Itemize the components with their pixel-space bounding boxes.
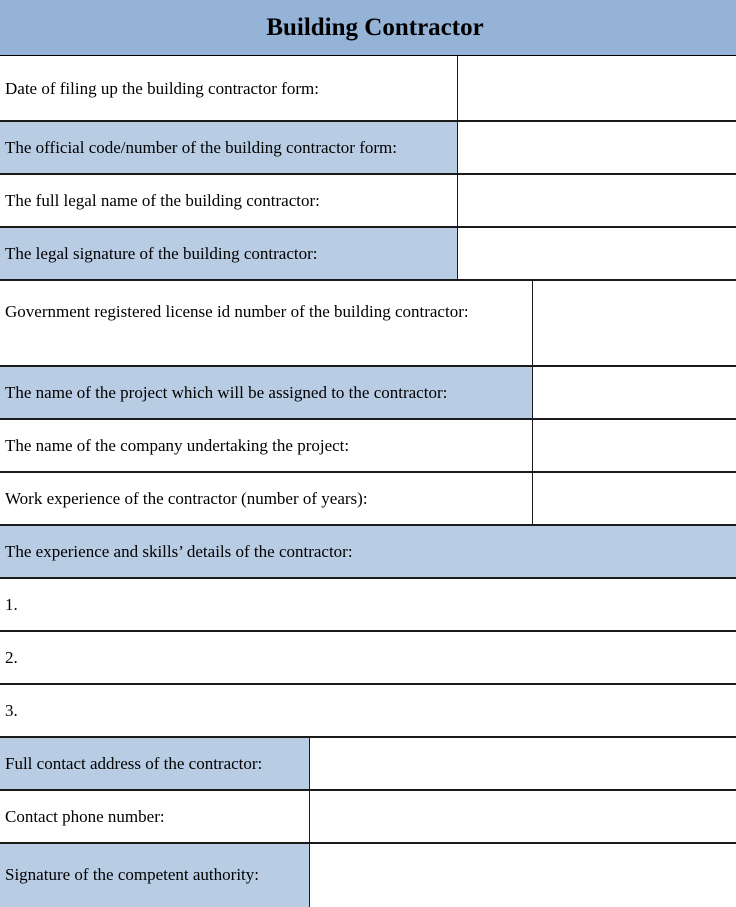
form-row-project-name (0, 367, 736, 420)
form-row-authority-signature (0, 844, 736, 907)
label-form-code: The official code/number of the building contractor form: (0, 122, 457, 173)
field-authority-signature[interactable] (309, 844, 736, 907)
form-title: Building Contractor (0, 0, 736, 56)
field-legal-signature[interactable] (457, 228, 736, 279)
form-row-form-code (0, 122, 736, 175)
label-license-id: Government registered license id number of the building contractor: (0, 281, 532, 365)
label-filing-date: Date of filing up the building contractor form: (0, 56, 457, 120)
label-work-experience: Work experience of the contractor (number of years): (0, 473, 532, 524)
label-skills-details: The experience and skills’ details of the contractor: (0, 526, 736, 577)
field-contact-phone[interactable] (309, 791, 736, 842)
form-row-legal-name (0, 175, 736, 228)
form-row-license-id (0, 281, 736, 367)
form-row-work-experience (0, 473, 736, 526)
label-skill-3: 3. (0, 685, 736, 736)
form-row-contact-address (0, 738, 736, 791)
field-work-experience[interactable] (532, 473, 736, 524)
form-row-company-name (0, 420, 736, 473)
form-row-skill-3[interactable] (0, 685, 736, 738)
field-company-name[interactable] (532, 420, 736, 471)
form-row-contact-phone (0, 791, 736, 844)
label-skill-1: 1. (0, 579, 736, 630)
field-license-id[interactable] (532, 281, 736, 365)
field-filing-date[interactable] (457, 56, 736, 120)
label-authority-signature: Signature of the competent authority: (0, 844, 309, 907)
label-contact-address: Full contact address of the contractor: (0, 738, 309, 789)
label-contact-phone: Contact phone number: (0, 791, 309, 842)
label-skill-2: 2. (0, 632, 736, 683)
form-row-skill-2[interactable] (0, 632, 736, 685)
field-form-code[interactable] (457, 122, 736, 173)
form-row-skills-header (0, 526, 736, 579)
field-project-name[interactable] (532, 367, 736, 418)
form-row-filing-date (0, 56, 736, 122)
form-row-legal-signature (0, 228, 736, 281)
label-company-name: The name of the company undertaking the project: (0, 420, 532, 471)
label-project-name: The name of the project which will be assigned to the contractor: (0, 367, 532, 418)
label-legal-signature: The legal signature of the building contractor: (0, 228, 457, 279)
form-row-skill-1[interactable] (0, 579, 736, 632)
field-legal-name[interactable] (457, 175, 736, 226)
label-legal-name: The full legal name of the building contractor: (0, 175, 457, 226)
field-contact-address[interactable] (309, 738, 736, 789)
